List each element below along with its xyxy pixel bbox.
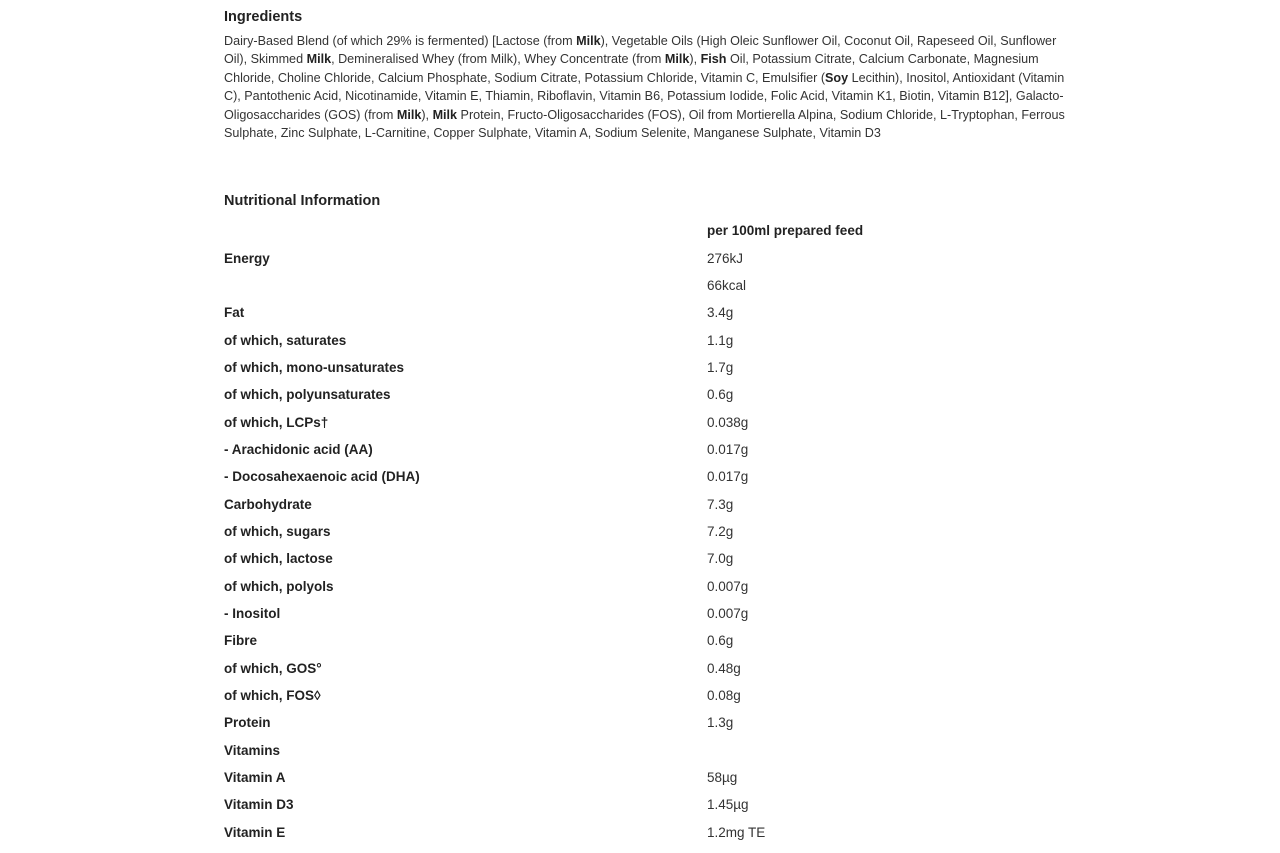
nutrition-row [224,244,1074,271]
nutrient-value: 0.08g [707,688,741,704]
allergen-highlight: Milk [664,52,690,67]
nutrient-value: 66kcal [707,277,747,293]
nutrient-value: 7.0g [707,551,734,567]
nutrient-value: 7.3g [707,496,734,512]
nutrient-label: Vitamin E [224,824,286,840]
nutrition-row [224,272,1074,299]
nutrient-value: 0.038g [707,414,749,430]
nutrient-label: - Docosahexaenoic acid (DHA) [224,469,420,485]
ingredient-text-segment: Dairy-Based Blend (of which 29% is fermented) [Lactose (from [224,34,577,48]
nutrient-label: of which, sugars [224,523,331,539]
ingredient-text-segment: Oil, Potassium Citrate, Calcium Carbonate, Magnesium Chloride, Choline Chloride, Calcium Phosphate, Sodium Citrate, Potassium Chloride, Vitamin C, Emulsifier ( [224,52,1039,85]
nutrient-value: 58µg [707,770,738,786]
ingredient-text-segment: Protein, Fructo-Oligosaccharides (FOS), Oil from Mortierella Alpina, Sodium Chloride, L-Tryptophan, Ferrous Sulphate, Zinc Sulphate, L-Carnitine, Copper Sulphate, Vitamin A, Sodium Selenite, Manganese Sulphate, Vitamin D3 [224,107,1065,141]
nutrient-label: Fibre [224,633,258,649]
nutrient-value: 1.45µg [707,797,749,813]
nutrient-value: 7.2g [707,523,734,539]
nutrition-row [224,436,1074,463]
ingredients-heading: Ingredients [224,9,303,25]
nutrition-row [224,326,1074,353]
nutrition-header-row [224,217,1074,244]
nutrient-label: Vitamin D3 [224,797,294,813]
nutrition-row [224,490,1074,517]
nutrient-value: 0.48g [707,660,741,676]
nutrition-row [224,655,1074,682]
nutrient-label: of which, lactose [224,551,333,567]
nutrient-label: Protein [224,715,271,731]
nutrition-row [224,764,1074,791]
nutrition-row [224,572,1074,599]
nutrient-label: of which, polyols [224,578,334,594]
nutrient-label: of which, mono-unsaturates [224,359,405,375]
nutrition-row [224,627,1074,654]
nutrient-value: 276kJ [707,250,744,266]
nutrition-row [224,737,1074,764]
nutrition-row [224,791,1074,818]
nutrient-label: Vitamins [224,742,281,758]
nutrition-row [224,381,1074,408]
nutrient-label: of which, FOS◊ [224,688,321,704]
allergen-highlight: Milk [396,107,422,122]
nutrition-row [224,518,1074,545]
nutrition-column-header: per 100ml prepared feed [707,223,864,239]
nutrient-label: - Inositol [224,605,281,621]
nutrition-table-body [224,244,1074,846]
nutrition-row [224,819,1074,846]
nutrient-value: 0.6g [707,387,734,403]
nutrient-value: 1.3g [707,715,734,731]
nutrition-header-spacer [224,217,707,244]
ingredient-text-segment: ), [689,52,701,67]
nutrient-value: 3.4g [707,305,734,321]
nutrient-label: of which, saturates [224,332,347,348]
ingredient-text-segment: , Demineralised Whey (from Milk), Whey Concentrate (from [331,52,665,67]
nutrient-value: 0.007g [707,578,749,594]
nutrient-label: Fat [224,305,245,321]
nutrient-label: of which, polyunsaturates [224,387,391,403]
nutrition-row [224,545,1074,572]
nutrient-label: of which, GOS° [224,660,322,676]
nutrient-value: 0.017g [707,469,749,485]
ingredient-text-segment: ), Vegetable Oils (High Oleic Sunflower Oil, Coconut Oil, Rapeseed Oil, Sunflower Oil), Skimmed [224,34,1057,67]
allergen-highlight: Soy [825,70,849,85]
nutrient-value [707,737,1074,764]
nutrient-value: 1.1g [707,332,734,348]
nutrition-row [224,354,1074,381]
nutrition-row [224,682,1074,709]
allergen-highlight: Milk [576,34,601,48]
nutrient-label: Carbohydrate [224,496,312,512]
nutrition-table [224,217,1074,846]
nutrient-value: 1.7g [707,359,734,375]
nutrition-heading: Nutritional Information [224,193,381,209]
nutrient-value: 0.017g [707,441,749,457]
allergen-highlight: Milk [306,52,332,67]
nutrition-row [224,600,1074,627]
nutrient-label [224,272,707,299]
allergen-highlight: Milk [432,107,458,122]
nutrition-row [224,299,1074,326]
nutrient-label: Energy [224,250,270,266]
ingredient-text-segment: ), [421,107,433,122]
nutrient-value: 0.007g [707,605,749,621]
allergen-highlight: Fish [700,52,727,67]
nutrient-label: of which, LCPs† [224,414,329,430]
nutrient-value: 1.2mg TE [707,824,766,840]
nutrition-row [224,408,1074,435]
nutrition-row [224,709,1074,736]
nutrition-row [224,463,1074,490]
nutrient-value: 0.6g [707,633,734,649]
nutrient-label: Vitamin A [224,770,286,786]
ingredient-text-segment: Lecithin), Inositol, Antioxidant (Vitamin C), Pantothenic Acid, Nicotinamide, Vitamin E, Thiamin, Riboflavin, Vitamin B6, Potassium Iodide, Folic Acid, Vitamin K1, Biotin, Vitamin B12], Galacto-Oligosaccharides (GOS) (from [224,70,1065,122]
nutrient-label: - Arachidonic acid (AA) [224,441,373,457]
ingredients-text [224,32,1074,142]
